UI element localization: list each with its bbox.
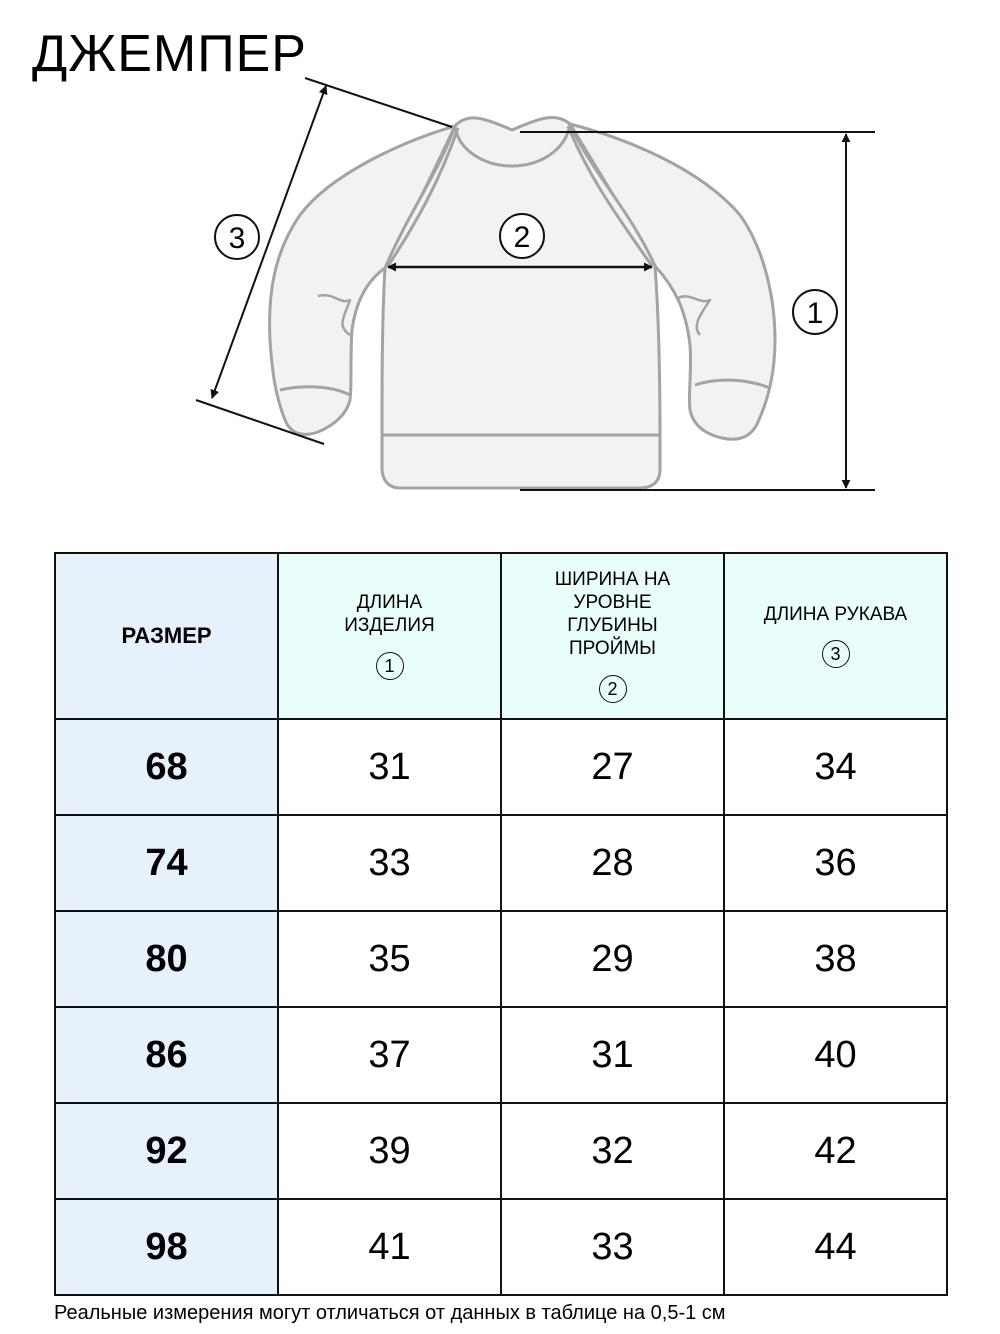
- size-cell: 92: [55, 1103, 278, 1199]
- size-cell: 68: [55, 719, 278, 815]
- sleeve-cell: 42: [724, 1103, 947, 1199]
- sleeve-cell: 34: [724, 719, 947, 815]
- size-cell: 80: [55, 911, 278, 1007]
- length-cell: 33: [278, 815, 501, 911]
- width-cell: 31: [501, 1007, 724, 1103]
- page-title: ДЖЕМПЕР: [32, 25, 307, 83]
- width-cell: 28: [501, 815, 724, 911]
- width-cell: 27: [501, 719, 724, 815]
- header-marker-2: 2: [599, 675, 627, 703]
- footnote: Реальные измерения могут отличаться от данных в таблице на 0,5-1 см: [54, 1302, 726, 1324]
- width-cell: 33: [501, 1199, 724, 1295]
- length-cell: 31: [278, 719, 501, 815]
- size-cell: 98: [55, 1199, 278, 1295]
- size-table: [54, 552, 948, 1296]
- header-length: ДЛИНА ИЗДЕЛИЯ 1: [278, 553, 501, 719]
- sleeve-cell: 38: [724, 911, 947, 1007]
- sleeve-cell: 40: [724, 1007, 947, 1103]
- marker-1: [793, 290, 837, 334]
- length-cell: 39: [278, 1103, 501, 1199]
- table-header-row: [55, 553, 947, 719]
- header-width: ШИРИНА НА УРОВНЕ ГЛУБИНЫ ПРОЙМЫ 2: [501, 553, 724, 719]
- marker-3: [215, 215, 259, 259]
- table-row: [55, 1199, 947, 1295]
- header-size: РАЗМЕР: [55, 553, 278, 719]
- sleeve-cell: 44: [724, 1199, 947, 1295]
- table-row: [55, 1007, 947, 1103]
- header-marker-1: 1: [376, 652, 404, 680]
- table-row: [55, 911, 947, 1007]
- length-cell: 37: [278, 1007, 501, 1103]
- width-cell: 29: [501, 911, 724, 1007]
- table-row: [55, 1103, 947, 1199]
- header-marker-3: 3: [822, 640, 850, 668]
- sleeve-cell: 36: [724, 815, 947, 911]
- table-row: [55, 815, 947, 911]
- jumper-diagram: [0, 0, 1000, 520]
- size-cell: 74: [55, 815, 278, 911]
- jumper-illustration: [270, 117, 775, 488]
- svg-text:1: 1: [806, 297, 824, 330]
- size-cell: 86: [55, 1007, 278, 1103]
- length-cell: 35: [278, 911, 501, 1007]
- table-row: [55, 719, 947, 815]
- svg-text:3: 3: [228, 222, 246, 255]
- header-sleeve: ДЛИНА РУКАВА 3: [724, 553, 947, 719]
- width-cell: 32: [501, 1103, 724, 1199]
- marker-2: [500, 214, 544, 258]
- svg-text:2: 2: [513, 221, 531, 254]
- length-cell: 41: [278, 1199, 501, 1295]
